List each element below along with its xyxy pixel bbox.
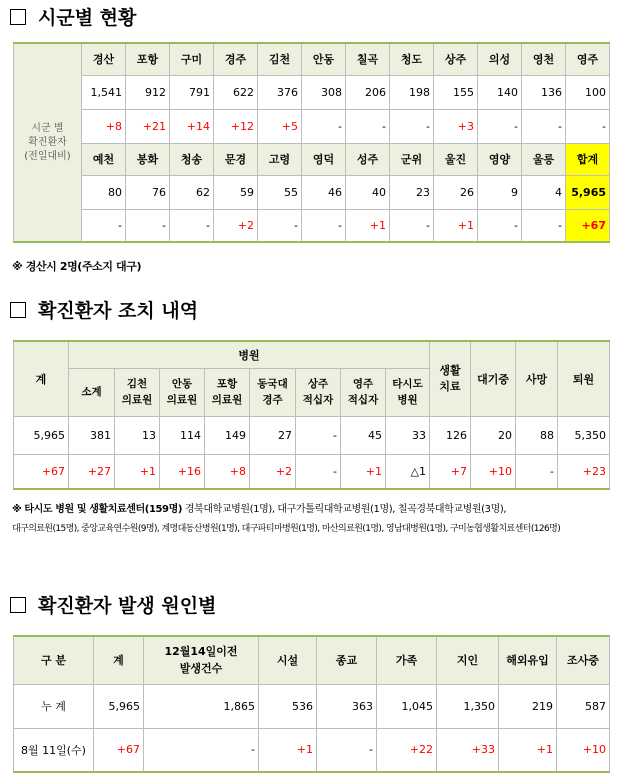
cause-value-cell: +1 — [259, 728, 317, 772]
region-count-cell: 140 — [478, 75, 522, 109]
treatment-note-line1 — [12, 500, 506, 515]
cause-value-cell: 536 — [259, 684, 317, 728]
region-header-cell: 상주 — [434, 43, 478, 75]
hospital-subheader-cell: 타시도 병원 — [386, 368, 430, 416]
table-row — [14, 109, 610, 143]
cause-header-cell: 구 분 — [14, 636, 94, 684]
region-header-cell: 영양 — [478, 143, 522, 175]
cause-value-cell: 5,965 — [94, 684, 144, 728]
region-change-cell: - — [302, 109, 346, 143]
treatment-note-line2 — [12, 521, 560, 534]
cause-header-cell: 12월14일이전 발생건수 — [144, 636, 259, 684]
hospital-group-header-cell: 병원 — [69, 341, 430, 368]
cause-value-cell: 1,350 — [437, 684, 499, 728]
treatment-change-cell: +23 — [558, 454, 610, 489]
treatment-count-cell: 5,350 — [558, 416, 610, 454]
region-change-cell: - — [126, 209, 170, 242]
hospital-subheader-cell: 영주 적십자 — [341, 368, 386, 416]
treatment-count-cell: 126 — [430, 416, 471, 454]
treatment-change-cell: +27 — [69, 454, 115, 489]
region-header-cell: 울릉 — [522, 143, 566, 175]
cause-row-label-cell: 8월 11일(수) — [14, 728, 94, 772]
region-count-cell: 9 — [478, 175, 522, 209]
region-change-cell: - — [302, 209, 346, 242]
region-note: ※ 경산시 2명(주소지 대구) — [12, 260, 142, 273]
region-change-cell: - — [390, 109, 434, 143]
region-change-cell: +8 — [82, 109, 126, 143]
treatment-count-cell: 27 — [250, 416, 296, 454]
region-header-cell: 영덕 — [302, 143, 346, 175]
region-count-cell: 23 — [390, 175, 434, 209]
region-count-cell: 62 — [170, 175, 214, 209]
treatment-change-cell: +1 — [115, 454, 160, 489]
region-header-cell: 경산 — [82, 43, 126, 75]
checkbox-square-icon — [10, 302, 26, 318]
cause-header-cell: 종교 — [317, 636, 377, 684]
treatment-change-cell: - — [296, 454, 341, 489]
region-count-cell: 308 — [302, 75, 346, 109]
treatment-change-cell: +1 — [341, 454, 386, 489]
cause-value-cell: +22 — [377, 728, 437, 772]
treatment-count-cell: 5,965 — [14, 416, 69, 454]
region-change-cell: - — [478, 209, 522, 242]
region-change-cell: +2 — [214, 209, 258, 242]
table-row — [14, 75, 610, 109]
table-row — [14, 636, 610, 684]
treatment-change-cell: +16 — [160, 454, 205, 489]
total-count-cell: 5,965 — [566, 175, 610, 209]
section-title-treatment — [10, 296, 198, 323]
region-change-cell: +14 — [170, 109, 214, 143]
region-header-cell: 구미 — [170, 43, 214, 75]
region-header-cell: 영천 — [522, 43, 566, 75]
table-row — [14, 341, 610, 368]
treatment-count-cell: 149 — [205, 416, 250, 454]
region-change-cell: +1 — [346, 209, 390, 242]
region-header-cell: 청송 — [170, 143, 214, 175]
side-label-line: (전일대비) — [24, 150, 71, 162]
section-title-text: 확진환자 발생 원인별 — [38, 595, 217, 617]
treatment-count-cell: 88 — [516, 416, 558, 454]
hospital-subheader-cell: 포항 의료원 — [205, 368, 250, 416]
treatment-change-cell: +67 — [14, 454, 69, 489]
region-count-cell: 791 — [170, 75, 214, 109]
treatment-note-hospitals-2: 대구의료원(15명), 중앙교육연수원(9명), 계명대동산병원(1명), 대구파티마병원(1명), 마산의료원(1명), 영남대병원(1명), 구미농협생활치료센터(126명) — [12, 524, 561, 534]
treatment-change-cell: +10 — [471, 454, 516, 489]
treatment-change-cell: +2 — [250, 454, 296, 489]
region-change-cell: +5 — [258, 109, 302, 143]
region-header-cell: 청도 — [390, 43, 434, 75]
death-header-cell: 사망 — [516, 341, 558, 416]
cause-value-cell: +33 — [437, 728, 499, 772]
region-change-cell: - — [522, 209, 566, 242]
side-label-line: 시군 별 — [31, 122, 64, 134]
region-count-cell: 198 — [390, 75, 434, 109]
section-title-cause — [10, 591, 216, 618]
cause-header-cell: 조사중 — [557, 636, 610, 684]
region-count-cell: 206 — [346, 75, 390, 109]
region-change-cell: - — [566, 109, 610, 143]
cause-value-cell: 1,045 — [377, 684, 437, 728]
treatment-change-cell: +8 — [205, 454, 250, 489]
region-change-cell: +12 — [214, 109, 258, 143]
region-header-cell: 경주 — [214, 43, 258, 75]
table-row — [14, 416, 610, 454]
region-header-cell: 안동 — [302, 43, 346, 75]
table-row — [14, 143, 610, 175]
region-count-cell: 912 — [126, 75, 170, 109]
treatment-change-cell: +7 — [430, 454, 471, 489]
region-header-cell: 고령 — [258, 143, 302, 175]
region-count-cell: 4 — [522, 175, 566, 209]
hospital-subheader-cell: 안동 의료원 — [160, 368, 205, 416]
hospital-subheader-cell: 상주 적십자 — [296, 368, 341, 416]
checkbox-square-icon — [10, 597, 26, 613]
region-change-cell: - — [390, 209, 434, 242]
discharge-header-cell: 퇴원 — [558, 341, 610, 416]
region-change-cell: - — [346, 109, 390, 143]
region-header-cell: 군위 — [390, 143, 434, 175]
table-row — [14, 175, 610, 209]
section-title-text: 시군별 현황 — [38, 7, 137, 29]
section-title-text: 확진환자 조치 내역 — [38, 300, 199, 322]
side-label-cell — [14, 43, 82, 242]
region-change-cell: - — [258, 209, 302, 242]
total-change-cell: +67 — [566, 209, 610, 242]
cause-value-cell: - — [317, 728, 377, 772]
region-count-cell: 622 — [214, 75, 258, 109]
region-header-cell: 문경 — [214, 143, 258, 175]
region-change-cell: - — [82, 209, 126, 242]
region-count-cell: 46 — [302, 175, 346, 209]
cause-header-cell: 시설 — [259, 636, 317, 684]
cause-row-label-cell: 누 계 — [14, 684, 94, 728]
region-status-table — [13, 42, 610, 243]
cause-header-cell: 지인 — [437, 636, 499, 684]
table-row — [14, 43, 610, 75]
section-title-region — [10, 3, 136, 30]
region-change-cell: - — [478, 109, 522, 143]
region-header-cell: 김천 — [258, 43, 302, 75]
cause-value-cell: +1 — [499, 728, 557, 772]
region-header-cell: 의성 — [478, 43, 522, 75]
region-header-cell: 영주 — [566, 43, 610, 75]
region-count-cell: 136 — [522, 75, 566, 109]
region-header-cell: 예천 — [82, 143, 126, 175]
region-header-cell: 포항 — [126, 43, 170, 75]
region-count-cell: 55 — [258, 175, 302, 209]
cause-value-cell: +67 — [94, 728, 144, 772]
region-count-cell: 80 — [82, 175, 126, 209]
treatment-count-cell: 20 — [471, 416, 516, 454]
treatment-change-cell: △1 — [386, 454, 430, 489]
treatment-count-cell: 114 — [160, 416, 205, 454]
cause-value-cell: 219 — [499, 684, 557, 728]
region-header-cell: 울진 — [434, 143, 478, 175]
side-label-line: 확진환자 — [28, 136, 67, 148]
table-row — [14, 728, 610, 772]
region-header-cell: 성주 — [346, 143, 390, 175]
checkbox-square-icon — [10, 9, 26, 25]
region-change-cell: +21 — [126, 109, 170, 143]
treatment-note-hospitals-1: 경북대학교병원(1명), 대구가톨릭대학교병원(1명), 칠곡경북대학교병원(3명), — [184, 504, 507, 515]
treatment-change-cell: - — [516, 454, 558, 489]
region-change-cell: - — [522, 109, 566, 143]
treatment-count-cell: 381 — [69, 416, 115, 454]
cause-value-cell: 363 — [317, 684, 377, 728]
treatment-note-lead: ※ 타시도 병원 및 생활치료센터(159명) — [12, 504, 183, 515]
region-change-cell: +3 — [434, 109, 478, 143]
region-count-cell: 59 — [214, 175, 258, 209]
table-row — [14, 209, 610, 242]
region-count-cell: 1,541 — [82, 75, 126, 109]
treatment-count-cell: 45 — [341, 416, 386, 454]
cause-header-cell: 해외유입 — [499, 636, 557, 684]
total-header-cell: 계 — [14, 341, 69, 416]
treatment-count-cell: - — [296, 416, 341, 454]
hospital-subheader-cell: 소계 — [69, 368, 115, 416]
table-row — [14, 684, 610, 728]
waiting-header-cell: 대기중 — [471, 341, 516, 416]
region-change-cell: +1 — [434, 209, 478, 242]
cause-header-cell: 계 — [94, 636, 144, 684]
hospital-subheader-cell: 동국대 경주 — [250, 368, 296, 416]
cause-table — [13, 635, 610, 773]
region-header-cell: 봉화 — [126, 143, 170, 175]
cause-header-cell: 가족 — [377, 636, 437, 684]
region-count-cell: 26 — [434, 175, 478, 209]
region-count-cell: 100 — [566, 75, 610, 109]
life-treatment-header-cell: 생활 치료 — [430, 341, 471, 416]
region-change-cell: - — [170, 209, 214, 242]
region-count-cell: 155 — [434, 75, 478, 109]
cause-value-cell: +10 — [557, 728, 610, 772]
total-header-cell: 합계 — [566, 143, 610, 175]
cause-value-cell: 587 — [557, 684, 610, 728]
region-count-cell: 76 — [126, 175, 170, 209]
hospital-subheader-cell: 김천 의료원 — [115, 368, 160, 416]
region-count-cell: 376 — [258, 75, 302, 109]
cause-value-cell: - — [144, 728, 259, 772]
treatment-count-cell: 33 — [386, 416, 430, 454]
treatment-count-cell: 13 — [115, 416, 160, 454]
region-header-cell: 칠곡 — [346, 43, 390, 75]
cause-value-cell: 1,865 — [144, 684, 259, 728]
region-count-cell: 40 — [346, 175, 390, 209]
table-row — [14, 454, 610, 489]
treatment-table — [13, 340, 610, 490]
